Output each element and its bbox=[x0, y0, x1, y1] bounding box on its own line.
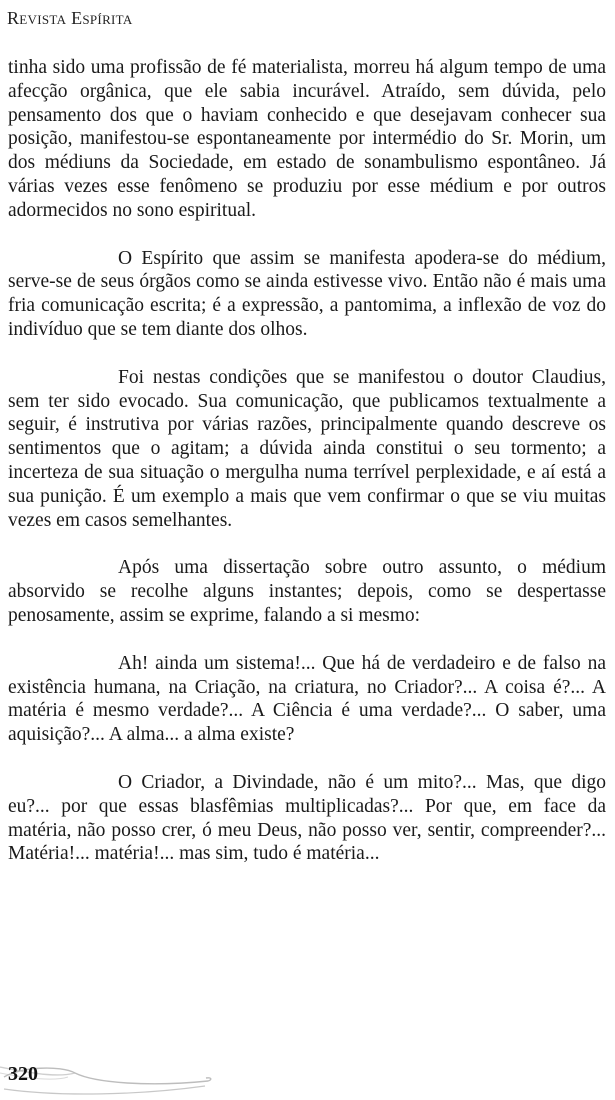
paragraph: Foi nestas condições que se manifestou o doutor Claudius, sem ter sido evocado. Sua comunicação, que publicamos textualmente a seguir, é instrutiva por várias razões, principalmente quando descreve os sentimentos que o agitam; a dúvida ainda constitui o seu tormento; a incerteza de sua situação o mergulha numa terrível perplexidade, e aí está a sua punição. É um exemplo a mais que vem confirmar o que se viu muitas vezes em casos semelhantes. bbox=[8, 366, 606, 531]
paragraph: Após uma dissertação sobre outro assunto, o médium absorvido se recolhe alguns instantes; depois, como se despertasse penosamente, assim se exprime, falando a si mesmo: bbox=[8, 557, 606, 626]
paragraph: Ah! ainda um sistema!... Que há de verdadeiro e de falso na existência humana, na Criação, na criatura, no Criador?... A coisa é?... A matéria é mesmo verdade?... A Ciência é uma verdade?... O saber, uma aquisição?... A alma... a alma existe? bbox=[8, 652, 606, 746]
running-head: Revista Espírita bbox=[7, 8, 133, 28]
paragraph: O Criador, a Divindade, não é um mito?... Mas, que digo eu?... por que essas blasfêmias multiplicadas?... Por que, em face da matéria, não posso crer, ó meu Deus, não posso ver, sentir, compreender?... Matéria!... matéria!... mas sim, tudo é matéria... bbox=[8, 771, 606, 865]
paragraph: tinha sido uma profissão de fé materialista, morreu há algum tempo de uma afecção orgânica, que ele sabia incurável. Atraído, sem dúvida, pelo pensamento dos que o haviam conhecido e que desejavam conhecer sua posição, manifestou-se espontaneamente por intermédio do Sr. Morin, um dos médiuns da Sociedade, em estado de sonambulismo espontâneo. Já várias vezes esse fenômeno se produziu por esse médium e por outros adormecidos no sono espiritual. bbox=[8, 57, 606, 221]
page-number: 320 bbox=[8, 1063, 38, 1085]
paragraph: O Espírito que assim se manifesta apodera-se do médium, serve-se de seus órgãos como se ainda estivesse vivo. Então não é mais uma fria comunicação escrita; é a expressão, a pantomima, a inflexão de voz do indivíduo que se tem diante dos olhos. bbox=[8, 247, 606, 340]
body-text bbox=[8, 56, 606, 890]
